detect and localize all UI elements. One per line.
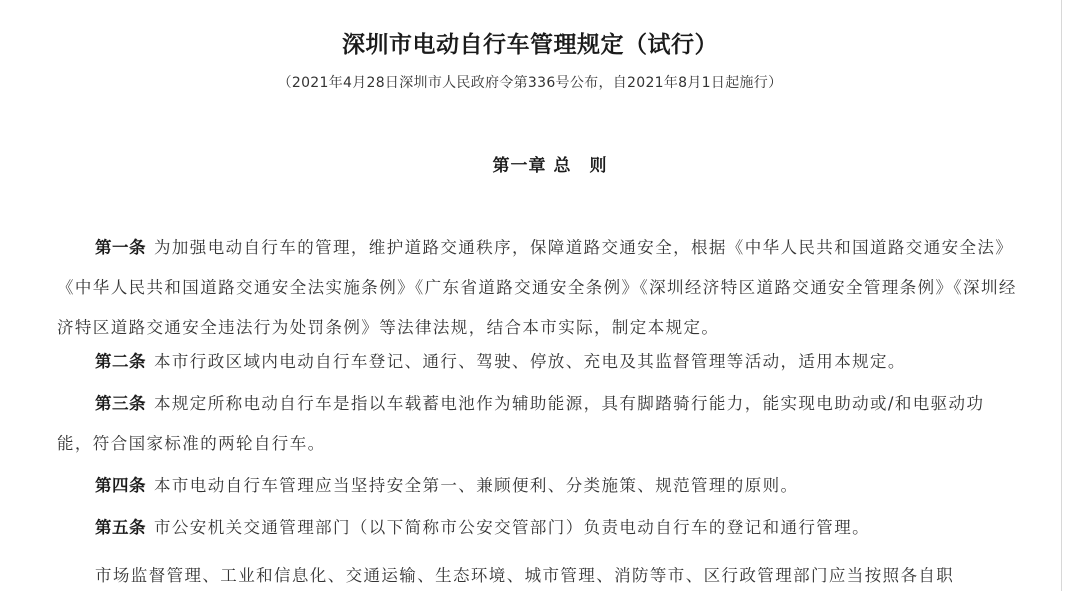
article-5 [57, 508, 1017, 548]
article-1 [57, 228, 1017, 348]
article-5-continuation [57, 556, 1017, 591]
article-3-text: 本规定所称电动自行车是指以车载蓄电池作为辅助能源，具有脚踏骑行能力，能实现电助动或/和电驱动功能，符合国家标准的两轮自行车。 [57, 394, 985, 453]
article-3-number: 第三条 [95, 394, 146, 413]
article-1-text: 为加强电动自行车的管理，维护道路交通秩序，保障道路交通安全，根据《中华人民共和国道路交通安全法》《中华人民共和国道路交通安全法实施条例》《广东省道路交通安全条例》《深圳经济特区道路交通安全管理条例》《深圳经济特区道路交通安全违法行为处罚条例》等法律法规，结合本市实际，制定本规定。 [57, 238, 1017, 337]
document-title: 深圳市电动自行车管理规定（试行） [342, 32, 718, 58]
article-5-number: 第五条 [95, 518, 146, 537]
continuation-text: 市场监督管理、工业和信息化、交通运输、生态环境、城市管理、消防等市、区行政管理部门应当按照各自职 [95, 566, 955, 585]
article-4-text: 本市电动自行车管理应当坚持安全第一、兼顾便利、分类施策、规范管理的原则。 [154, 476, 799, 495]
article-2-text: 本市行政区域内电动自行车登记、通行、驾驶、停放、充电及其监督管理等活动，适用本规定。 [154, 352, 906, 371]
article-3 [57, 384, 1017, 464]
article-4-number: 第四条 [95, 476, 146, 495]
article-1-number: 第一条 [95, 238, 146, 257]
page-edge-divider [1061, 0, 1062, 591]
chapter-heading: 第一章 总 则 [492, 156, 608, 176]
article-4 [57, 466, 1017, 506]
article-5-text: 市公安机关交通管理部门（以下简称市公安交管部门）负责电动自行车的登记和通行管理。 [154, 518, 870, 537]
document-subtitle: （2021年4月28日深圳市人民政府令第336号公布，自2021年8月1日起施行） [277, 75, 783, 91]
article-2 [57, 342, 1017, 382]
article-2-number: 第二条 [95, 352, 146, 371]
